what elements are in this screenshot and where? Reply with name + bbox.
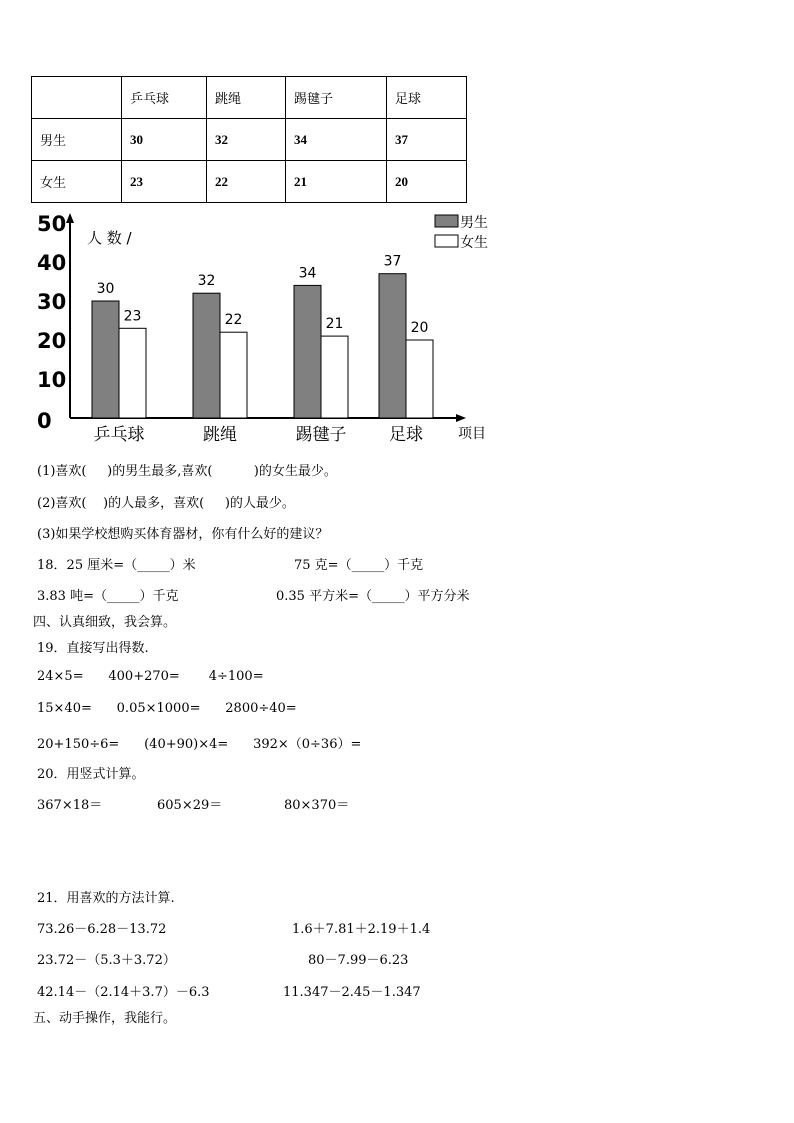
- data-label: 21: [325, 316, 344, 333]
- x-tick-label: 踢毽子: [295, 425, 347, 445]
- y-tick-label: 10: [37, 368, 67, 392]
- bar: [220, 332, 247, 418]
- question-20-c: 80×370＝: [284, 798, 350, 813]
- y-tick-label: 0: [37, 409, 52, 433]
- y-tick-label: 50: [37, 212, 67, 236]
- table-cell: 32: [207, 119, 286, 161]
- question-21-b: 1.6＋7.81＋2.19＋1.4: [292, 922, 431, 937]
- bar-chart: [0, 205, 520, 450]
- data-label: 20: [410, 320, 429, 336]
- bar: [119, 328, 146, 418]
- table-row: [32, 161, 467, 203]
- row-label: 女生: [32, 161, 122, 203]
- data-label: 23: [123, 308, 142, 325]
- question-19-row-2: 15×40= 0.05×1000= 2800÷40=: [37, 701, 297, 716]
- table-header-cell: 踢毽子: [286, 77, 387, 119]
- question-21-f: 11.347－2.45－1.347: [283, 985, 421, 1000]
- data-label: 34: [298, 265, 317, 282]
- legend-label: 女生: [460, 235, 488, 251]
- y-axis-label: 人 数 /: [87, 229, 132, 247]
- question-20: 20．用竖式计算。: [37, 767, 145, 782]
- table-cell: 30: [122, 119, 207, 161]
- table-header-cell: 跳绳: [207, 77, 286, 119]
- question-18-c: 3.83 吨=（_____）千克: [37, 589, 179, 604]
- question-18-a: 18．25 厘米=（_____）米: [37, 558, 196, 573]
- table-header-cell: 乒乓球: [122, 77, 207, 119]
- table-cell: 20: [387, 161, 467, 203]
- legend-swatch: [435, 215, 458, 227]
- table-cell: [32, 77, 122, 119]
- data-label: 32: [197, 273, 216, 290]
- question-18-b: 75 克=（_____）千克: [294, 558, 424, 573]
- x-tick-label: 乒乓球: [93, 425, 145, 445]
- section-4-heading: 四、认真细致，我会算。: [33, 615, 177, 630]
- data-label: 22: [224, 312, 243, 329]
- legend-label: 男生: [460, 215, 488, 231]
- table-header-cell: 足球: [387, 77, 467, 119]
- question-19: 19．直接写出得数.: [37, 641, 149, 656]
- bar: [321, 336, 348, 418]
- question-19-row-3: 20+150÷6= (40+90)×4= 392×（0÷36）=: [37, 737, 362, 752]
- y-tick-label: 40: [37, 251, 67, 275]
- data-label: 30: [96, 281, 115, 297]
- table-row: [32, 119, 467, 161]
- table-cell: 34: [286, 119, 387, 161]
- data-table: [31, 76, 467, 203]
- x-tick-label: 跳绳: [203, 425, 237, 445]
- question-18-d: 0.35 平方米=（_____）平方分米: [276, 589, 470, 604]
- y-tick-label: 30: [37, 290, 67, 314]
- question-20-a: 367×18＝: [37, 798, 103, 813]
- x-axis-label: 项目: [458, 426, 486, 442]
- y-axis-arrow: [66, 213, 74, 223]
- question-17-3: (3)如果学校想购买体育器材，你有什么好的建议？: [37, 527, 329, 542]
- bar: [294, 285, 321, 418]
- x-axis-arrow: [456, 414, 466, 422]
- table-cell: 37: [387, 119, 467, 161]
- row-label: 男生: [32, 119, 122, 161]
- bar: [193, 293, 220, 418]
- data-label: 37: [383, 253, 402, 270]
- legend-swatch: [435, 235, 458, 247]
- table-cell: 21: [286, 161, 387, 203]
- question-21-e: 42.14－（2.14＋3.7）－6.3: [37, 985, 210, 1000]
- question-17-1: (1)喜欢( )的男生最多,喜欢( )的女生最少。: [37, 464, 337, 479]
- question-17-2: (2)喜欢( )的人最多，喜欢( )的人最少。: [37, 496, 295, 511]
- question-20-b: 605×29＝: [157, 798, 223, 813]
- question-21-d: 80－7.99－6.23: [308, 953, 409, 968]
- bar: [379, 274, 406, 418]
- question-21: 21．用喜欢的方法计算.: [37, 891, 175, 906]
- question-19-row-1: 24×5= 400+270= 4÷100=: [37, 669, 264, 684]
- table-header-row: [32, 77, 467, 119]
- question-21-c: 23.72－（5.3＋3.72）: [37, 953, 176, 968]
- section-5-heading: 五、动手操作，我能行。: [33, 1011, 177, 1026]
- bar: [92, 301, 119, 418]
- y-tick-label: 20: [37, 329, 67, 353]
- table-cell: 23: [122, 161, 207, 203]
- x-tick-label: 足球: [389, 425, 423, 445]
- bar: [406, 340, 433, 418]
- question-21-a: 73.26－6.28－13.72: [37, 922, 167, 937]
- table-cell: 22: [207, 161, 286, 203]
